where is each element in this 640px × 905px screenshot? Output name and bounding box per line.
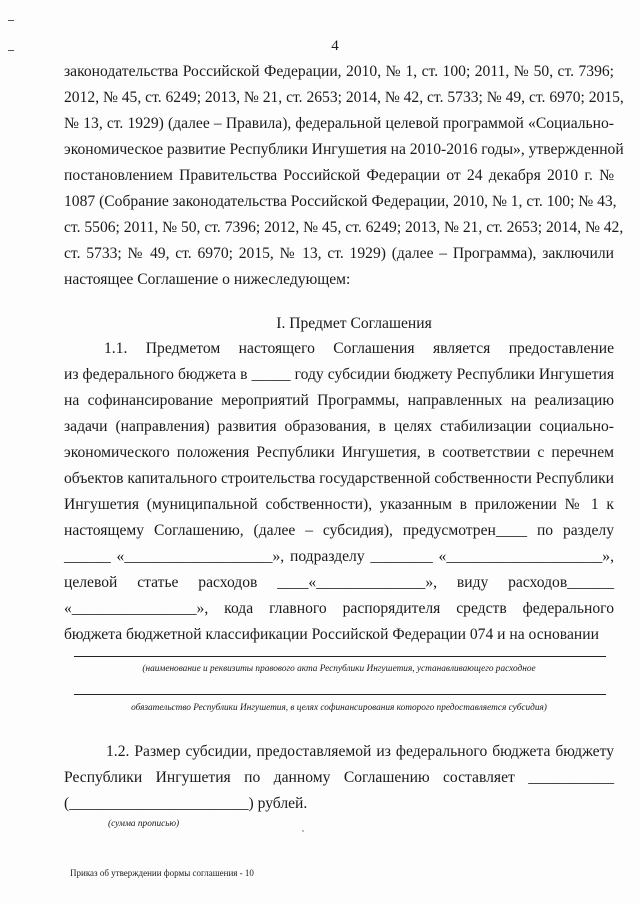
- clause-1-1-line: 1.1. Предметом настоящего Соглашения является предоставление: [104, 340, 614, 357]
- clause-1-2-line: 1.2. Размер субсидии, предоставляемой из федерального бюджета бюджету: [106, 743, 614, 760]
- intro-line: № 13, ст. 1929) (далее – Правила), федеральной целевой программой «Социально-: [64, 115, 614, 132]
- page-footer: Приказ об утверждении формы соглашения - 10: [70, 868, 254, 878]
- clause-1-1-line: ______ «___________________», подразделу ________ «____________________»,: [64, 548, 614, 565]
- section-title: I. Предмет Соглашения: [276, 315, 432, 332]
- clause-1-1-line: задачи (направления) развития образования, в целях стабилизации социально-: [64, 418, 614, 435]
- clause-1-2-line: (_______________________) рублей.: [64, 795, 308, 812]
- intro-line: экономическое развитие Республики Ингушетия на 2010-2016 годы», утвержденной: [64, 141, 624, 158]
- clause-1-1-line: Ингушетия (муниципальной собственности), указанным в приложении № 1 к: [64, 496, 614, 513]
- intro-line: настоящее Соглашение о нижеследующем:: [64, 271, 351, 288]
- clause-1-1-line: целевой статье расходов ____«______________», виду расходов______: [64, 574, 614, 591]
- clause-1-1-line: экономического положения Республики Ингушетия, в соответствии с перечнем: [64, 444, 614, 461]
- clause-1-2-line: Республики Ингушетия по данному Соглашению составляет ___________: [64, 769, 614, 786]
- intro-line: 1087 (Собрание законодательства Российской Федерации, 2010, № 1, ст. 100; № 43,: [64, 193, 617, 210]
- fill-in-line: [74, 694, 606, 695]
- amount-in-words-note: (сумма прописью): [108, 819, 180, 829]
- fill-in-line: [74, 656, 606, 657]
- intro-line: ст. 5733; № 49, ст. 6970; 2015, № 13, ст. 1929) (далее – Программа), заключили: [64, 245, 614, 262]
- clause-1-1-line: из федерального бюджета в _____ году субсидии бюджету Республики Ингушетия: [64, 366, 614, 383]
- clause-1-1-line: на софинансирование мероприятий Программы, направленных на реализацию: [64, 392, 614, 409]
- scan-mark: [8, 20, 14, 21]
- intro-line: постановлением Правительства Российской Федерации от 24 декабря 2010 г. №: [64, 167, 614, 184]
- intro-line: 2012, № 45, ст. 6249; 2013, № 21, ст. 2653; 2014, № 42, ст. 5733; № 49, ст. 6970; 2015,: [64, 89, 624, 106]
- clause-1-1-line: объектов капитального строительства государственной собственности Республики: [64, 470, 614, 487]
- scan-speck: [302, 830, 304, 832]
- clause-1-1-line: настоящему Соглашению, (далее – субсидия), предусмотрен____ по разделу: [64, 522, 614, 539]
- clause-1-1-line: «________________», кода главного распорядителя средств федерального: [64, 600, 614, 617]
- clause-1-1-line: бюджета бюджетной классификации Российской Федерации 074 и на основании: [64, 626, 599, 643]
- obligation-note: обязательство Республики Ингушетия, в целях софинансирования которого предоставляется субсидия): [131, 703, 547, 713]
- legal-act-note: (наименование и реквизиты правового акта Республики Ингушетия, устанавливающего расходное: [142, 664, 536, 674]
- intro-line: законодательства Российской Федерации, 2010, № 1, ст. 100; 2011, № 50, ст. 7396;: [64, 63, 614, 80]
- intro-line: ст. 5506; 2011, № 50, ст. 7396; 2012, № 45, ст. 6249; 2013, № 21, ст. 2653; 2014, № 42,: [64, 219, 624, 236]
- page-number: 4: [331, 38, 339, 54]
